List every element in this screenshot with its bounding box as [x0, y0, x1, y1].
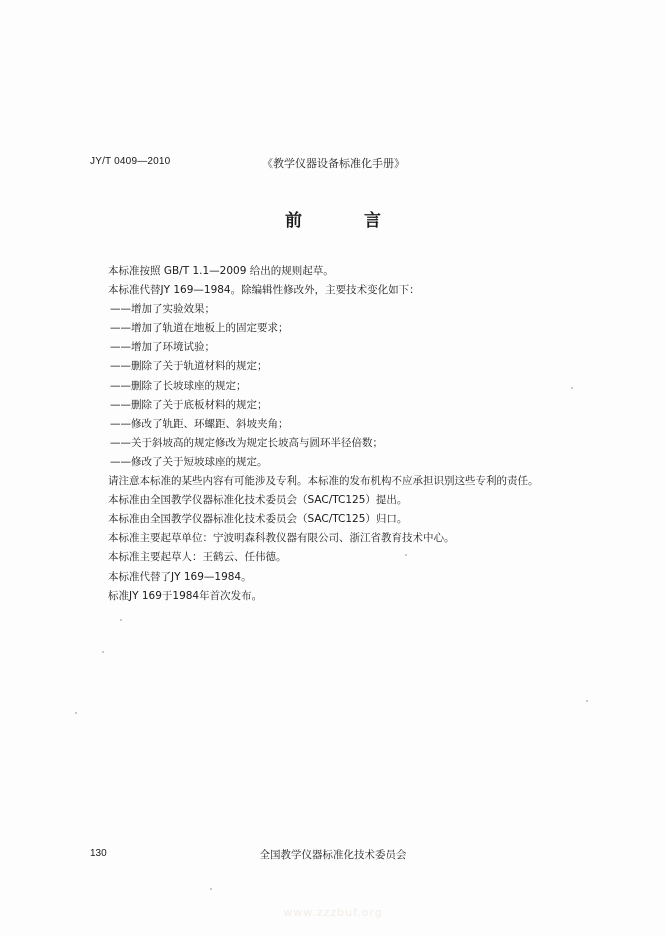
scan-speck — [210, 888, 212, 890]
list-item: ——增加了实验效果； — [110, 303, 215, 316]
scan-speck — [120, 619, 122, 621]
book-title: 《教学仪器设备标准化手册》 — [262, 157, 405, 170]
paragraph-line: 本标准主要起草单位：宁波明森科教仪器有限公司、浙江省教育技术中心。 — [108, 532, 455, 545]
paragraph-line: 标准JY 169于1984年首次发布。 — [108, 589, 263, 602]
list-item: ——删除了关于轨道材料的规定； — [110, 360, 268, 373]
list-item: ——删除了关于底板材料的规定； — [110, 398, 268, 411]
list-item: ——修改了关于短坡球座的规定。 — [110, 455, 268, 468]
paragraph-line: 本标准主要起草人：王鹤云、任伟德。 — [108, 551, 287, 564]
paragraph-line: 本标准代替了JY 169—1984。 — [108, 570, 252, 583]
scan-speck — [571, 387, 573, 389]
paragraph-line: 本标准由全国教学仪器标准化技术委员会（SAC/TC125）提出。 — [108, 494, 408, 507]
paragraph-line: 本标准代替JY 169—1984。除编辑性修改外，主要技术变化如下： — [108, 284, 420, 297]
page-number: 130 — [90, 848, 107, 859]
list-item: ——增加了轨道在地板上的固定要求； — [110, 322, 289, 335]
footer-organization: 全国教学仪器标准化技术委员会 — [259, 849, 407, 861]
watermark: www.zzzbuf.org — [283, 906, 383, 919]
scan-speck — [102, 651, 104, 653]
scan-speck — [75, 712, 77, 714]
list-item: ——增加了环境试验； — [110, 341, 215, 354]
page-title: 前 言 — [285, 211, 409, 231]
list-item: ——删除了长坡球座的规定； — [110, 379, 247, 392]
paragraph-line: 请注意本标准的某些内容有可能涉及专利。本标准的发布机构不应承担识别这些专利的责任。 — [108, 475, 539, 488]
foreword-body — [108, 262, 608, 606]
paragraph-line: 本标准按照 GB/T 1.1—2009 给出的规则起草。 — [108, 265, 334, 277]
paragraph-line: 本标准由全国教学仪器标准化技术委员会（SAC/TC125）归口。 — [108, 513, 408, 526]
standard-code: JY/T 0409—2010 — [90, 156, 171, 167]
list-item: ——修改了轨距、环螺距、斜坡夹角； — [110, 417, 289, 430]
scan-speck — [586, 700, 588, 702]
scan-speck — [405, 554, 407, 556]
list-item: ——关于斜坡高的规定修改为规定长坡高与圆环半径倍数； — [110, 436, 383, 449]
